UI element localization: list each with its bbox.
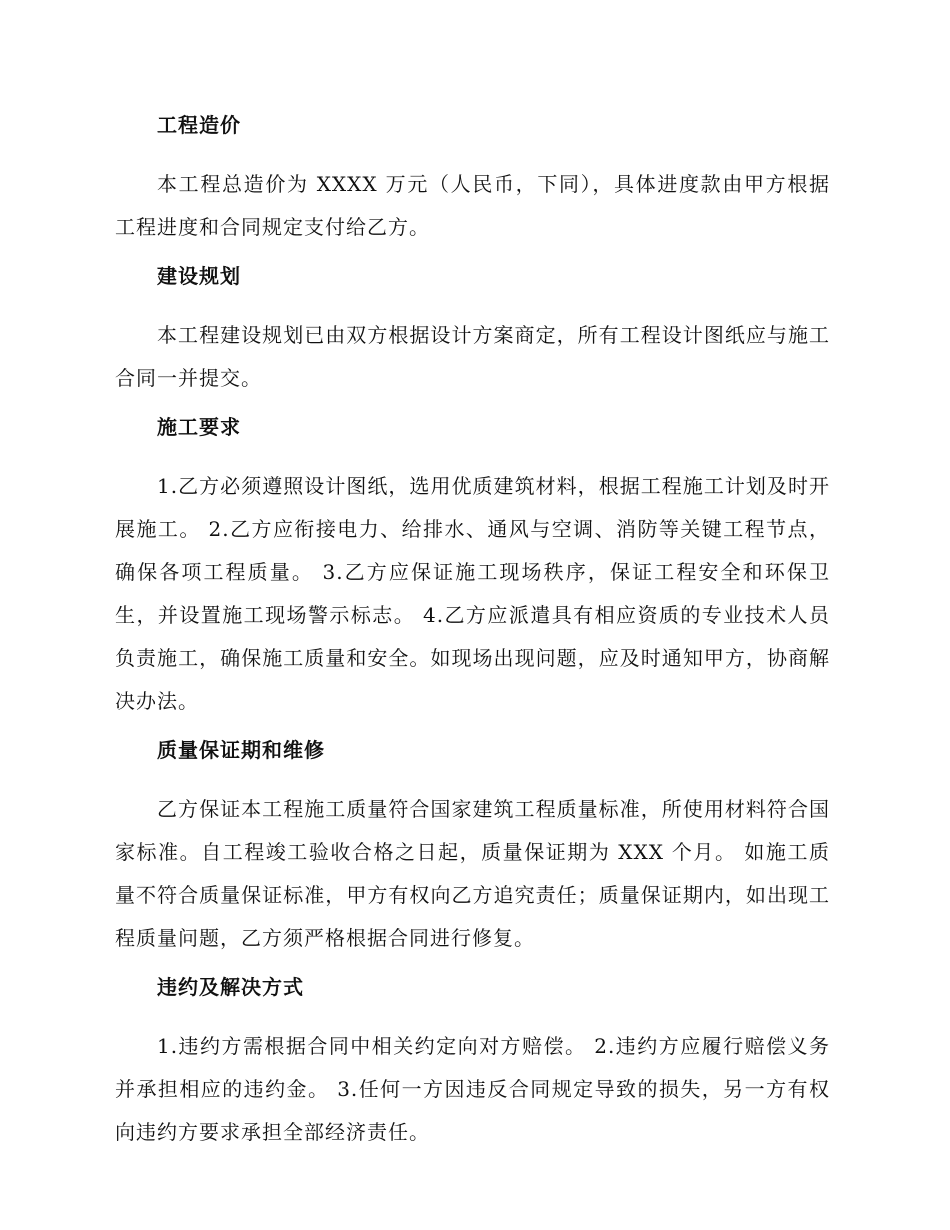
section-heading-planning: 建设规划 [157,264,241,288]
section-body-planning: 本工程建设规划已由双方根据设计方案商定，所有工程设计图纸应与施工合同一并提交。 [115,323,830,390]
section-body-construction: 1.乙方必须遵照设计图纸，选用优质建筑材料，根据工程施工计划及时开展施工。 2.乙方应衔接电力、给排水、通风与空调、消防等关键工程节点，确保各项工程质量。 3.乙方应保证施工现场秩序，保证工程安全和环保卫生，并设置施工现场警示标志。 4.乙方应派遣具有相应资质的专业技术人员负责施工，确保施工质量和安全。如现场出现问题，应及时通知甲方，协商解决办法。 [115,474,830,713]
section-body-warranty: 乙方保证本工程施工质量符合国家建筑工程质量标准，所使用材料符合国家标准。自工程竣工验收合格之日起，质量保证期为 XXX 个月。 如施工质量不符合质量保证标准，甲方有权向乙方追究责任；质量保证期内，如出现工程质量问题，乙方须严格根据合同进行修复。 [115,797,830,950]
section-heading-construction: 施工要求 [157,415,241,439]
section-heading-cost: 工程造价 [157,113,241,137]
section-heading-breach: 违约及解决方式 [157,975,304,999]
section-body-breach: 1.违约方需根据合同中相关约定向对方赔偿。 2.违约方应履行赔偿义务并承担相应的违约金。 3.任何一方因违反合同规定导致的损失，另一方有权向违约方要求承担全部经济责任。 [115,1034,830,1144]
section-heading-warranty: 质量保证期和维修 [157,738,325,762]
section-body-cost: 本工程总造价为 XXXX 万元（人民币，下同），具体进度款由甲方根据工程进度和合同规定支付给乙方。 [115,172,830,239]
